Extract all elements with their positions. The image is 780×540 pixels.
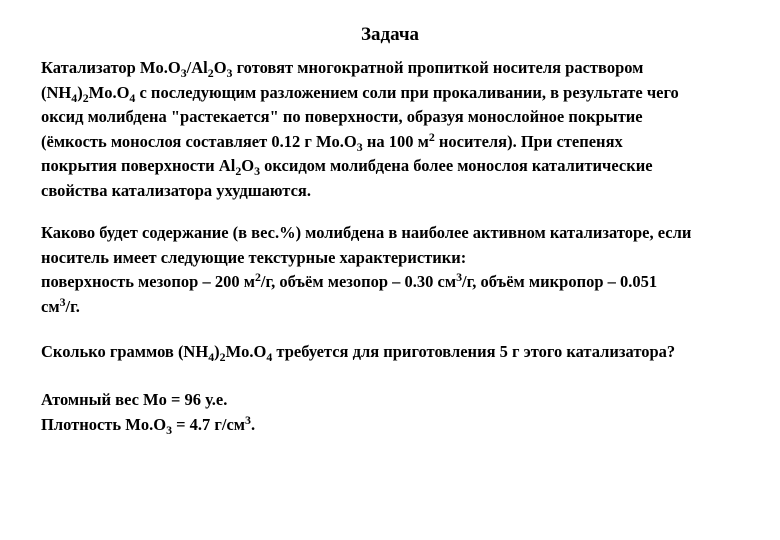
question-paragraph <box>41 221 771 319</box>
text-line <box>41 130 771 155</box>
text-run: оксидом молибдена более монослоя каталитические <box>260 156 653 175</box>
text-run: см <box>41 296 60 316</box>
subscript: 4 <box>129 90 136 105</box>
text-run: ) <box>77 82 83 102</box>
superscript: 3 <box>59 294 66 309</box>
subscript: 3 <box>254 164 261 179</box>
text-run: /г, объём мезопор – 0.30 см <box>260 272 457 291</box>
subscript: 2 <box>219 350 226 365</box>
text-line <box>41 105 771 130</box>
text-line <box>41 295 771 320</box>
text-line <box>41 81 771 106</box>
text-run: носителя). При степенях <box>434 131 623 151</box>
text-run: Атомный вес Mo = 96 у.е. <box>41 390 228 409</box>
text-line <box>41 246 771 271</box>
subscript: 3 <box>166 422 172 437</box>
text-run: Каково будет содержание (в вес.%) молибдена в наиболее активном катализаторе, если <box>41 223 692 242</box>
superscript: 3 <box>245 412 251 427</box>
text-line <box>41 154 771 179</box>
superscript: 2 <box>428 129 435 144</box>
problem-statement-paragraph <box>41 56 771 203</box>
text-line <box>41 221 771 246</box>
text-run: на 100 м <box>362 131 429 151</box>
text-line <box>41 340 771 365</box>
subscript: 3 <box>356 139 363 154</box>
superscript: 2 <box>254 270 261 285</box>
text-run: O <box>241 156 255 175</box>
subscript: 4 <box>208 350 215 365</box>
text-run: носитель имеет следующие текстурные характеристики: <box>41 247 467 267</box>
text-run: оксид молибдена "растекается" по поверхности, образуя монослойное покрытие <box>41 107 643 126</box>
text-run: Катализатор Mo.O <box>41 58 181 77</box>
page-title: Задача <box>360 24 420 45</box>
text-run: /Al <box>186 58 208 77</box>
text-line <box>41 270 771 295</box>
text-line <box>41 179 771 204</box>
subscript: 2 <box>82 90 89 105</box>
text-run: Mo.O <box>225 342 267 361</box>
text-run: Mo.O <box>88 82 130 102</box>
superscript: 3 <box>456 270 463 285</box>
text-line <box>41 413 771 438</box>
text-run: (NH <box>41 82 72 102</box>
subscript: 3 <box>180 66 187 81</box>
text-run: /г. <box>65 296 80 316</box>
subscript: 4 <box>266 350 273 365</box>
text-line <box>41 56 771 81</box>
subscript: 3 <box>226 66 233 81</box>
given-data-paragraph <box>41 388 771 437</box>
text-run: /г, объём микропор – 0.051 <box>462 272 658 291</box>
text-run: = 4.7 г/см <box>172 414 246 434</box>
question-grams-paragraph <box>41 340 771 365</box>
text-run: поверхность мезопор – 200 м <box>41 272 255 291</box>
text-run: требуется для приготовления 5 г этого катализатора? <box>272 342 676 361</box>
text-run: . <box>250 414 256 434</box>
text-run: O <box>213 58 227 77</box>
text-run: Сколько граммов (NH <box>41 342 209 361</box>
text-run: (ёмкость монослоя составляет 0.12 г Mo.O <box>41 131 357 151</box>
text-line <box>41 388 771 413</box>
subscript: 4 <box>71 90 78 105</box>
text-run: Плотность Mo.O <box>41 414 167 434</box>
text-run: ) <box>214 342 220 361</box>
subscript: 2 <box>235 164 242 179</box>
text-run: покрытия поверхности Al <box>41 156 236 175</box>
text-run: с последующим разложением соли при прокаливании, в результате чего <box>135 82 679 102</box>
text-run: готовят многократной пропиткой носителя раствором <box>232 58 644 77</box>
text-run: свойства катализатора ухудшаются. <box>41 180 311 200</box>
subscript: 2 <box>207 66 214 81</box>
